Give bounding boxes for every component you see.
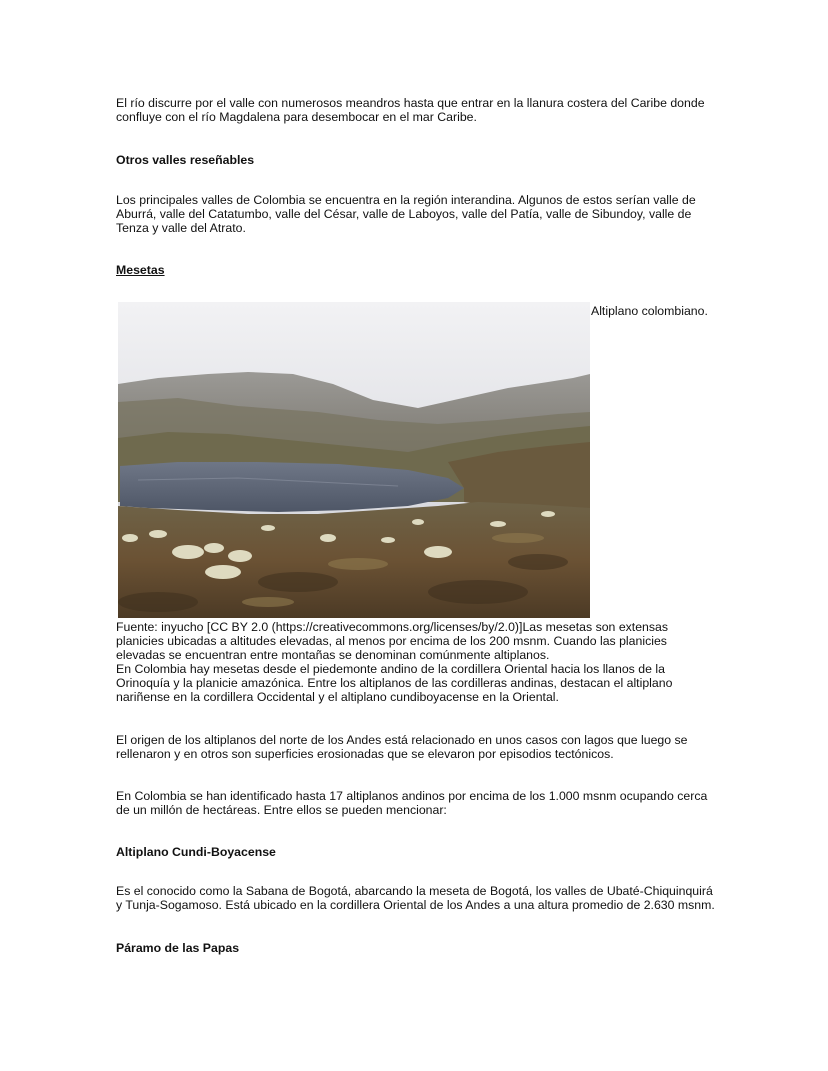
paragraph-colombia-mesetas: En Colombia hay mesetas desde el piedemonte andino de la cordillera Oriental hacia los llanos de la Orinoquía y la planicie amazónica. Entre los altiplanos de las cordilleras andinas, destacan el altiplano nariñense en la cordillera Occidental y el altiplano cundiboyacense en la Oriental. — [116, 662, 673, 704]
heading-otros-valles: Otros valles reseñables — [116, 153, 255, 167]
paragraph-rio: El río discurre por el valle con numerosos meandros hasta que entrar en la llanura costera del Caribe donde confluye con el río Magdalena para desembocar en el mar Caribe. — [116, 96, 705, 124]
paragraph-cundi-boyacense: Es el conocido como la Sabana de Bogotá, abarcando la meseta de Bogotá, los valles de Ubaté-Chiquinquirá y Tunja-Sogamoso. Está ubicado en la cordillera Oriental de los Andes a una altura promedio de 2.630 msnm. — [116, 884, 715, 912]
paragraph-caption-mesetas: Fuente: inyucho [CC BY 2.0 (https://creativecommons.org/licenses/by/2.0)]Las mesetas son extensas planicies ubicadas a altitudes elevadas, al menos por encima de los 200 msnm. Cuando las planicies elevadas se encuentran entre montañas se denominan comúnmente altiplanos. — [116, 620, 669, 662]
paragraph-identificado: En Colombia se han identificado hasta 17 altiplanos andinos por encima de los 1.000 msnm ocupando cerca de un millón de hectáreas. Entre ellos se pueden mencionar: — [116, 789, 708, 817]
heading-cundi-boyacense: Altiplano Cundi-Boyacense — [116, 845, 276, 859]
heading-mesetas: Mesetas — [116, 263, 165, 277]
paragraph-otros-valles: Los principales valles de Colombia se encuentra en la región interandina. Algunos de estos serían valle de Aburrá, valle del Catatumbo, valle del César, valle de Laboyos, valle del Patía, valle de Sibundoy, valle de Tenza y valle del Atrato. — [116, 193, 696, 235]
heading-paramo-papas: Páramo de las Papas — [116, 941, 240, 955]
paragraph-origen: El origen de los altiplanos del norte de los Andes está relacionado en unos casos con lagos que luego se rellenaron y en otros son superficies erosionadas que se elevaron por episodios tectónicos. — [116, 733, 688, 761]
figure-caption-inline: Altiplano colombiano. — [591, 304, 708, 318]
figure-altiplano — [116, 302, 716, 618]
altiplano-photo — [118, 302, 590, 618]
